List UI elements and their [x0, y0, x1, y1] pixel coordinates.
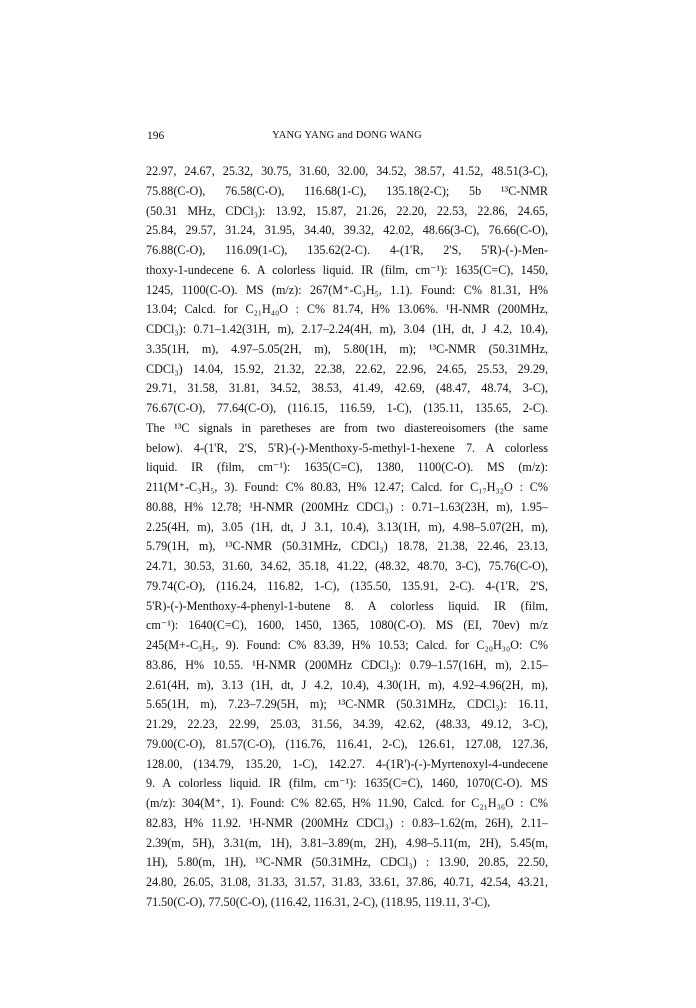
text-line: 25.84, 29.57, 31.24, 31.95, 34.40, 39.32, 42.02, 48.66(3-C), 76.66(C-O), [146, 223, 548, 238]
text-line: 2.25(4H, m), 3.05 (1H, dt, J 3.1, 10.4), 3.13(1H, m), 4.98–5.07(2H, m), [146, 519, 548, 534]
text-line: 1H), 5.80(m, 1H), ¹³C-NMR (50.31MHz, CDCl₃) : 13.90, 20.85, 22.50, [146, 855, 548, 870]
text-line: 79.00(C-O), 81.57(C-O), (116.76, 116.41, 2-C), 126.61, 127.08, 127.36, [146, 736, 548, 751]
text-line: 245(M+-C₃H₅, 9). Found: C% 83.39, H% 10.53; Calcd. for C₂₀H₃₀O: C% [146, 638, 548, 652]
text-line: liquid. IR (film, cm⁻¹): 1635(C=C), 1380, 1100(C-O). MS (m/z): [146, 460, 548, 475]
text-line: 9. A colorless liquid. IR (film, cm⁻¹): 1635(C=C), 1460, 1070(C-O). MS [146, 776, 548, 791]
text-line: 13.04; Calcd. for C₂₁H₄₀O : C% 81.74, H% 13.06%. ¹H-NMR (200MHz, [146, 302, 548, 317]
text-line: 82.83, H% 11.92. ¹H-NMR (200MHz CDCl₃) : 0.83–1.62(m, 26H), 2.11– [146, 815, 548, 830]
text-line: 5.79(1H, m), ¹³C-NMR (50.31MHz, CDCl₃) 18.78, 21.38, 22.46, 23.13, [146, 539, 548, 554]
text-line: cm⁻¹): 1640(C=C), 1600, 1450, 1365, 1080(C-O). MS (EI, 70ev) m/z [146, 618, 548, 633]
text-line: 76.88(C-O), 116.09(1-C), 135.62(2-C). 4-(1'R, 2'S, 5'R)-(-)-Men- [146, 243, 548, 257]
running-title: YANG YANG and DONG WANG [272, 130, 422, 141]
text-line: 5.65(1H, m), 7.23–7.29(5H, m); ¹³C-NMR (50.31MHz, CDCl₃): 16.11, [146, 697, 548, 712]
text-line: (50.31 MHz, CDCl₃): 13.92, 15.87, 21.26, 22.20, 22.53, 22.86, 24.65, [146, 203, 548, 218]
text-line: 3.35(1H, m), 4.97–5.05(2H, m), 5.80(1H, m); ¹³C-NMR (50.31MHz, [146, 341, 548, 356]
text-line: 75.88(C-O), 76.58(C-O), 116.68(1-C), 135.18(2-C); 5b ¹³C-NMR [146, 183, 548, 198]
body-text [146, 162, 548, 913]
text-line: (m/z): 304(M⁺, 1). Found: C% 82.65, H% 11.90, Calcd. for C₂₁H₃₆O : C% [146, 796, 548, 810]
text-line: thoxy-1-undecene 6. A colorless liquid. IR (film, cm⁻¹): 1635(C=C), 1450, [146, 262, 548, 277]
text-line: 2.61(4H, m), 3.13 (1H, dt, J 4.2, 10.4), 4.30(1H, m), 4.92–4.96(2H, m), [146, 677, 548, 692]
text-line: 128.00, (134.79, 135.20, 1-C), 142.27. 4-(1R')-(-)-Myrtenoxyl-4-undecene [146, 756, 548, 771]
text-line: 24.80, 26.05, 31.08, 31.33, 31.57, 31.83, 33.61, 37.86, 40.71, 42.54, 43.21, [146, 875, 548, 889]
text-line: 21.29, 22.23, 22.99, 25.03, 31.56, 34.39, 42.62, (48.33, 49.12, 3-C), [146, 717, 548, 731]
text-line: 5'R)-(-)-Menthoxy-4-phenyl-1-butene 8. A colorless liquid. IR (film, [146, 598, 548, 613]
text-line: 79.74(C-O), (116.24, 116.82, 1-C), (135.50, 135.91, 2-C). 4-(1'R, 2'S, [146, 578, 548, 593]
text-line: CDCl₃) 14.04, 15.92, 21.32, 22.38, 22.62, 22.96, 24.65, 25.53, 29.29, [146, 361, 548, 376]
text-line: 71.50(C-O), 77.50(C-O), (116.42, 116.31, 2-C), (118.95, 119.11, 3'-C), [146, 894, 491, 909]
text-line: 83.86, H% 10.55. ¹H-NMR (200MHz CDCl₃): 0.79–1.57(16H, m), 2.15– [146, 657, 548, 672]
page-number: 196 [147, 130, 165, 142]
text-line: 1245, 1100(C-O). MS (m/z): 267(M⁺-C₃H₅, 1.1). Found: C% 81.31, H% [146, 282, 548, 297]
text-line: 22.97, 24.67, 25.32, 30.75, 31.60, 32.00, 34.52, 38.57, 41.52, 48.51(3-C), [146, 164, 548, 178]
text-line: 29.71, 31.58, 31.81, 34.52, 38.53, 41.49, 42.69, (48.47, 48.74, 3-C), [146, 381, 548, 396]
text-line: 24.71, 30.53, 31.60, 34.62, 35.18, 41.22, (48.32, 48.70, 3-C), 75.76(C-O), [146, 559, 548, 573]
text-line: 2.39(m, 5H), 3.31(m, 1H), 3.81–3.89(m, 2H), 4.98–5.11(m, 2H), 5.45(m, [146, 835, 548, 850]
text-line: 76.67(C-O), 77.64(C-O), (116.15, 116.59, 1-C), (135.11, 135.65, 2-C). [146, 401, 548, 415]
text-line: CDCl₃): 0.71–1.42(31H, m), 2.17–2.24(4H, m), 3.04 (1H, dt, J 4.2, 10.4), [146, 322, 548, 336]
page-header [147, 127, 547, 145]
text-line: 211(M⁺-C₃H₅, 3). Found: C% 80.83, H% 12.47; Calcd. for C₁₇H₃₂O : C% [146, 480, 548, 494]
text-line: below). 4-(1'R, 2'S, 5'R)-(-)-Menthoxy-5-methyl-1-hexene 7. A colorless [146, 440, 548, 455]
text-line: The ¹³C signals in paretheses are from two diastereoisomers (the same [146, 420, 548, 435]
text-line: 80.88, H% 12.78; ¹H-NMR (200MHz CDCl₃) : 0.71–1.63(23H, m), 1.95– [146, 499, 548, 514]
